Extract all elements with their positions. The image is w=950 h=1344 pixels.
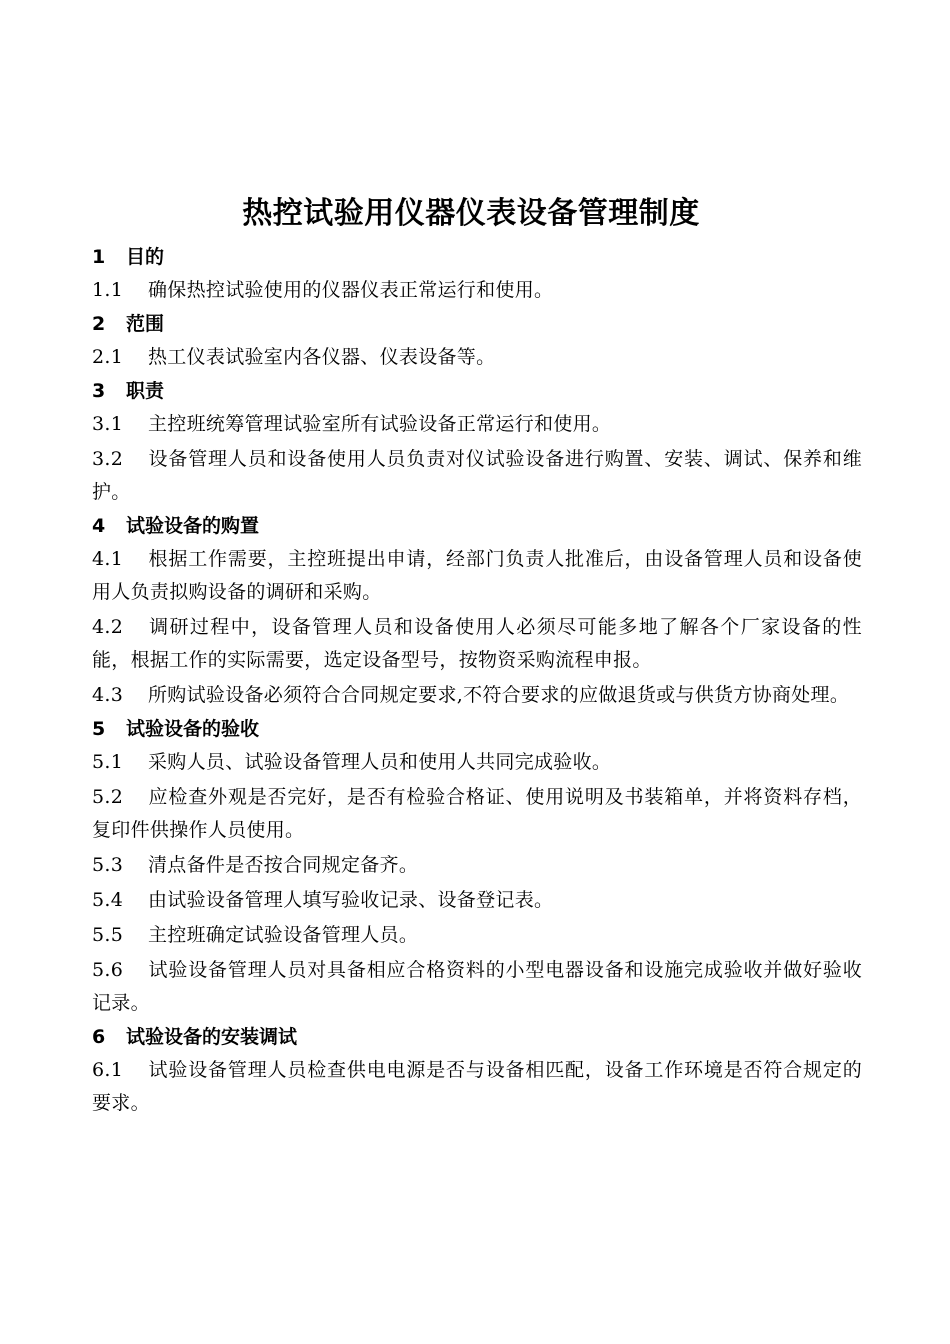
clause-number: 4.1 [92,548,124,570]
section-title: 试验设备的验收 [126,718,260,740]
clause-text: 试验设备管理人员检查供电电源是否与设备相匹配，设备工作环境是否符合规定的要求。 [92,1059,862,1114]
clause-text: 设备管理人员和设备使用人员负责对仪试验设备进行购置、安装、调试、保养和维护。 [92,448,862,503]
clause [92,954,862,1020]
clause-text: 采购人员、试验设备管理人员和使用人共同完成验收。 [148,751,612,773]
clause-text: 由试验设备管理人填写验收记录、设备登记表。 [148,889,554,911]
clause [92,781,862,847]
clause-text: 确保热控试验使用的仪器仪表正常运行和使用。 [148,279,554,301]
clause-number: 3.2 [92,448,124,470]
clause-text: 主控班统筹管理试验室所有试验设备正常运行和使用。 [148,413,612,435]
section-heading [92,714,862,744]
section-heading [92,511,862,541]
clause [92,884,862,917]
document-title: 热控试验用仪器仪表设备管理制度 [242,196,700,231]
clause-number: 5.5 [92,924,124,946]
clause [92,341,862,374]
section-heading [92,1022,862,1052]
clause-number: 5.1 [92,751,124,773]
section-title: 目的 [126,246,165,268]
clause-text: 调研过程中，设备管理人员和设备使用人必须尽可能多地了解各个厂家设备的性能，根据工作的实际需要，选定设备型号，按物资采购流程申报。 [92,616,862,671]
clause [92,746,862,779]
section-heading [92,309,862,339]
section-number: 5 [92,718,106,740]
clause-number: 4.2 [92,616,124,638]
clause [92,679,862,712]
clause [92,611,862,677]
section-heading [92,242,862,272]
clause-text: 试验设备管理人员对具备相应合格资料的小型电器设备和设施完成验收并做好验收记录。 [92,959,862,1014]
section-number: 2 [92,313,106,335]
clause-text: 热工仪表试验室内各仪器、仪表设备等。 [148,346,496,368]
clause-number: 5.3 [92,854,124,876]
section-number: 6 [92,1026,106,1048]
section-title: 职责 [126,380,165,402]
clause-number: 6.1 [92,1059,124,1081]
clause [92,543,862,609]
clause-number: 5.2 [92,786,124,808]
clause-number: 1.1 [92,279,124,301]
clause [92,849,862,882]
section-title: 试验设备的购置 [126,515,260,537]
clause-number: 4.3 [92,684,124,706]
section-number: 1 [92,246,106,268]
clause [92,274,862,307]
section-heading [92,376,862,406]
section-number: 4 [92,515,106,537]
clause [92,408,862,441]
section-title: 范围 [126,313,165,335]
clause [92,443,862,509]
clause-number: 5.4 [92,889,124,911]
clause [92,1054,862,1120]
clause-text: 所购试验设备必须符合合同规定要求,不符合要求的应做退货或与供货方协商处理。 [148,684,850,706]
clause-text: 应检查外观是否完好，是否有检验合格证、使用说明及书装箱单，并将资料存档，复印件供操作人员使用。 [92,786,862,841]
section-number: 3 [92,380,106,402]
clause-text: 清点备件是否按合同规定备齐。 [148,854,419,876]
section-title: 试验设备的安装调试 [126,1026,298,1048]
clause-number: 2.1 [92,346,124,368]
clause-number: 5.6 [92,959,124,981]
clause-text: 根据工作需要，主控班提出申请，经部门负责人批准后，由设备管理人员和设备使用人负责拟购设备的调研和采购。 [92,548,862,603]
clause-text: 主控班确定试验设备管理人员。 [148,924,419,946]
clause [92,919,862,952]
clause-number: 3.1 [92,413,124,435]
document-page [92,188,862,1122]
